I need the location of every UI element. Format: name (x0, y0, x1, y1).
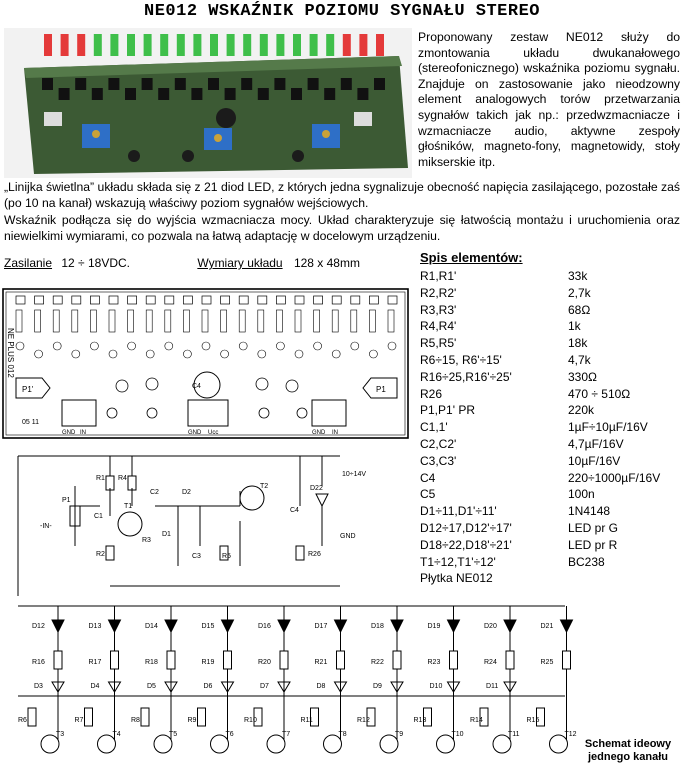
part-value: LED pr G (568, 520, 619, 535)
photo-transistor (225, 88, 236, 100)
board-label-p1: P1 (376, 385, 386, 394)
schem-led (52, 620, 64, 632)
photo-led (343, 34, 351, 56)
schem-resistor (106, 476, 114, 490)
schem-front-label: C2 (150, 489, 159, 496)
board-label-in-2: IN (332, 430, 338, 436)
schem-front-label: R5 (222, 553, 231, 560)
part-name: R6÷15, R6'÷15' (420, 352, 502, 367)
circuit-schematic (0, 446, 684, 768)
part-name: R2,R2' (420, 285, 457, 300)
schem-front-label: R1 (96, 475, 105, 482)
part-value: 68Ω (568, 302, 591, 317)
schem-diode-label: D5 (147, 683, 156, 690)
schem-resistor (337, 651, 345, 669)
schem-base-res-label: R8 (131, 717, 140, 724)
schem-res-label: R16 (32, 659, 45, 666)
schem-resistor (506, 651, 514, 669)
part-value: 4,7k (568, 352, 591, 367)
photo-led-row (44, 34, 384, 56)
schem-diode-label: D8 (316, 683, 326, 690)
board-label-ucc: Ucc (208, 430, 219, 436)
dims-label: Wymiary układu (197, 256, 283, 270)
part-name: R5,R5' (420, 336, 457, 351)
part-name: D12÷17,D12'÷17' (420, 520, 512, 535)
photo-transistor (324, 88, 335, 100)
schem-front-label: D2 (182, 489, 191, 496)
schem-diode-label: D3 (34, 683, 43, 690)
schem-diode-label: D11 (486, 683, 499, 690)
schem-led-label: D21 (540, 623, 554, 630)
schem-led (222, 620, 234, 632)
schem-led (561, 620, 573, 632)
part-name: R26 (420, 386, 443, 401)
photo-transistor (357, 88, 368, 100)
schem-front-label: R2 (96, 551, 105, 558)
schem-front-label: C4 (290, 507, 299, 514)
part-value: 4,7µF/16V (568, 436, 624, 451)
photo-transistor (158, 88, 169, 100)
part-name: C2,C2' (420, 436, 457, 451)
schem-res-label: R25 (540, 659, 554, 666)
photo-led (110, 34, 118, 56)
schem-resistor (563, 651, 571, 669)
schem-front-label: C3 (192, 553, 201, 560)
caption-line-2: jednego kanału (587, 751, 669, 763)
photo-transistor (59, 88, 70, 100)
schem-led (391, 620, 403, 632)
photo-led (210, 34, 218, 56)
photo-transistor (175, 78, 186, 90)
pcb-layout (2, 288, 412, 440)
parts-list-title: Spis elementów: (420, 250, 523, 265)
product-photo (4, 28, 412, 178)
schem-base-res-label: R12 (357, 717, 370, 724)
photo-led (227, 34, 235, 56)
part-name: T1÷12,T1'÷12' (420, 554, 496, 569)
photo-led (94, 34, 102, 56)
page-title: NE012 WSKAŹNIK POZIOMU SYGNAŁU STEREO (144, 2, 540, 21)
schem-res-label: R18 (145, 659, 158, 666)
caption-line-1: Schemat ideowy (584, 738, 672, 750)
parts-row (420, 386, 682, 403)
schem-led (335, 620, 347, 632)
photo-led (276, 34, 284, 56)
parts-row (420, 302, 682, 319)
schem-transistor-label: T10 (451, 731, 464, 738)
schem-base-resistor (85, 708, 93, 726)
schem-gnd-label: GND (340, 533, 356, 540)
schem-base-res-label: R11 (300, 717, 313, 724)
photo-led (359, 34, 367, 56)
schem-front-label: R26 (308, 551, 321, 558)
part-name: C3,C3' (420, 453, 457, 468)
parts-row (420, 318, 682, 335)
schem-front-label: T1 (124, 503, 133, 510)
intro-text: Proponowany zestaw NE012 służy do zmontowania układu dwukanałowego (stereofonicznego) wskaźnika poziomu sygnału. Znajduje on zastosowanie jako nieodzowny element analogowych torów przetwarzania sygnałów takich jak np.: przedwzmacniacze i wzmacniacze audio, aktywne zespoły głośników, magneto-fony, magnetowidy, stoły mikserskie itp. (418, 30, 680, 169)
schem-resistor (224, 651, 232, 669)
photo-led (77, 34, 85, 56)
schem-transistor-label: T6 (225, 731, 234, 738)
photo-transistor (75, 78, 86, 90)
photo-led (127, 34, 135, 56)
schem-led-label: D18 (371, 623, 384, 630)
schem-base-resistor (141, 708, 149, 726)
part-value: 220k (568, 403, 595, 418)
schem-led-label: D13 (88, 623, 102, 630)
board-label-in-1: IN (80, 430, 86, 436)
schem-base-res-label: R6 (18, 717, 27, 724)
part-name: Płytka NE012 (420, 571, 493, 586)
schem-resistor (128, 476, 136, 490)
parts-row (420, 419, 682, 436)
board-label-gnd-2: GND (188, 430, 202, 436)
part-name: D1÷11,D1'÷11' (420, 504, 497, 519)
photo-transistor (208, 78, 219, 90)
photo-led (144, 34, 152, 56)
schem-diode-label: D7 (260, 683, 269, 690)
photo-led (376, 34, 384, 56)
schem-transistor-t1 (118, 512, 142, 536)
photo-led (326, 34, 334, 56)
schem-res-label: R17 (88, 659, 102, 666)
schematic-caption (573, 738, 683, 764)
specs-line (4, 256, 360, 270)
board-code: 05 11 (22, 419, 39, 426)
schem-resistor (280, 651, 288, 669)
photo-led (44, 34, 52, 56)
schem-input-label: -IN- (40, 523, 52, 530)
part-value: 1µF÷10µF/16V (568, 420, 648, 435)
schem-transistor-label: T12 (564, 731, 577, 738)
schem-front-label: R4 (118, 475, 127, 482)
photo-transistor (125, 88, 136, 100)
schem-led (504, 620, 516, 632)
photo-transistor (258, 88, 269, 100)
parts-row (420, 402, 682, 419)
schem-base-res-label: R13 (413, 717, 427, 724)
dims-value: 128 x 48mm (293, 256, 360, 270)
photo-led (177, 34, 185, 56)
part-value: LED pr R (568, 537, 618, 552)
schem-diode-label: D9 (373, 683, 382, 690)
schem-resistor (106, 546, 114, 560)
part-value: 18k (568, 336, 588, 351)
photo-transistor (108, 78, 119, 90)
board-side-label: NE PLUS 012 (6, 328, 15, 378)
schem-resistor (167, 651, 175, 669)
schem-transistor-label: T5 (169, 731, 178, 738)
schem-front-label: C1 (94, 513, 103, 520)
photo-transistor (308, 78, 319, 90)
part-name: R16÷25,R16'÷25' (420, 369, 512, 384)
schem-diode-label: D10 (429, 683, 443, 690)
schem-base-resistor (28, 708, 36, 726)
photo-transistor (241, 78, 252, 90)
part-value: 1N4148 (568, 504, 611, 519)
board-label-c4: C4 (192, 383, 201, 390)
schem-res-label: R24 (484, 659, 497, 666)
parts-row (420, 285, 682, 302)
photo-transistor (191, 88, 202, 100)
part-value: 220÷1000µF/16V (568, 470, 661, 485)
photo-led (160, 34, 168, 56)
schem-led-label: D15 (201, 623, 215, 630)
part-name: P1,P1' PR (420, 403, 475, 418)
schem-diode-label: D4 (90, 683, 100, 690)
photo-led (243, 34, 251, 56)
schem-led (109, 620, 121, 632)
photo-led (310, 34, 318, 56)
schem-front-label: D1 (162, 531, 171, 538)
part-name: C4 (420, 470, 436, 485)
photo-capacitor (216, 108, 236, 128)
parts-row (420, 268, 682, 285)
photo-transistor (274, 78, 285, 90)
schem-transistor-label: T11 (508, 731, 520, 738)
schem-front-label: D22 (310, 485, 323, 492)
photo-transistor (374, 78, 385, 90)
description-paragraph-2: Wskaźnik podłącza się do wyjścia wzmacniacza mocy. Układ charakteryzuje się łatwością montażu i uruchomienia oraz niewielkimi wymiarami, co pozwala na łatwą adaptację w docelowym urządzeniu. (4, 213, 680, 243)
schem-led-label: D14 (145, 623, 158, 630)
schem-transistor-label: T4 (112, 731, 121, 738)
schem-resistor (54, 651, 62, 669)
part-name: R4,R4' (420, 319, 457, 334)
schem-led-label: D19 (427, 623, 441, 630)
schem-led (448, 620, 460, 632)
schem-supply-label: 10÷14V (342, 471, 367, 478)
parts-row (420, 369, 682, 386)
part-name: C5 (420, 487, 436, 502)
schem-transistor-label: T8 (338, 731, 347, 738)
part-value: 2,7k (568, 285, 591, 300)
supply-label: Zasilanie (4, 256, 53, 270)
schem-led-d22 (316, 494, 328, 506)
schem-res-label: R22 (371, 659, 384, 666)
part-value: BC238 (568, 554, 605, 569)
schem-resistor (111, 651, 119, 669)
schem-res-label: R21 (314, 659, 328, 666)
photo-transistor (142, 78, 153, 90)
schem-transistor-label: T9 (395, 731, 404, 738)
part-name: D18÷22,D18'÷21' (420, 537, 512, 552)
schem-transistor-label: T7 (282, 731, 291, 738)
schem-res-label: R20 (258, 659, 271, 666)
schem-res-label: R19 (201, 659, 215, 666)
schem-led-label: D12 (32, 623, 45, 630)
supply-value: 12 ÷ 18VDC. (61, 256, 130, 270)
parts-row (420, 335, 682, 352)
schem-led (165, 620, 177, 632)
schem-base-res-label: R9 (187, 717, 197, 724)
board-label-gnd-1: GND (62, 430, 76, 436)
schem-resistor (393, 651, 401, 669)
photo-led (293, 34, 301, 56)
schem-led-label: D17 (314, 623, 328, 630)
part-value: 330Ω (568, 369, 597, 384)
part-value: 1k (568, 319, 581, 334)
photo-transistor (341, 78, 352, 90)
photo-led (61, 34, 69, 56)
schem-base-res-label: R10 (244, 717, 257, 724)
photo-led (193, 34, 201, 56)
photo-transistor (291, 88, 302, 100)
board-label-gnd-3: GND (312, 430, 326, 436)
photo-led (260, 34, 268, 56)
schem-resistor (450, 651, 458, 669)
schem-front-label: P1 (62, 497, 71, 504)
part-name: R3,R3' (420, 302, 457, 317)
schem-base-res-label: R14 (470, 717, 483, 724)
board-label-p1-prime: P1' (22, 385, 34, 394)
schem-led-label: D16 (258, 623, 271, 630)
part-value: 470 ÷ 510Ω (568, 386, 631, 401)
schem-base-res-label: R7 (74, 717, 84, 724)
schem-transistor-label: T3 (56, 731, 65, 738)
schem-led (278, 620, 290, 632)
parts-row (420, 352, 682, 369)
part-value: 10µF/16V (568, 453, 621, 468)
part-value: 33k (568, 269, 588, 283)
photo-transistor (42, 78, 53, 90)
description-paragraph-1: „Linijka świetlna” układu składa się z 21 diod LED, z których jedna sygnalizuje obecność napięcia zasilającego, pozostałe zaś (po 10 na kanał) wskazują właściwy poziom sygnałów wejściowych. (4, 180, 680, 210)
photo-transistor (92, 88, 103, 100)
schem-base-res-label: R15 (526, 717, 540, 724)
schem-diode-label: D6 (203, 683, 213, 690)
part-value: 100n (568, 487, 595, 502)
schem-front-label: T2 (260, 483, 269, 490)
part-name: C1,1' (420, 420, 448, 435)
schem-base-resistor (198, 708, 206, 726)
schem-res-label: R23 (427, 659, 441, 666)
schem-front-label: R3 (142, 537, 151, 544)
schem-resistor (296, 546, 304, 560)
schem-led-label: D20 (484, 623, 497, 630)
part-name: R1,R1' (420, 269, 457, 283)
